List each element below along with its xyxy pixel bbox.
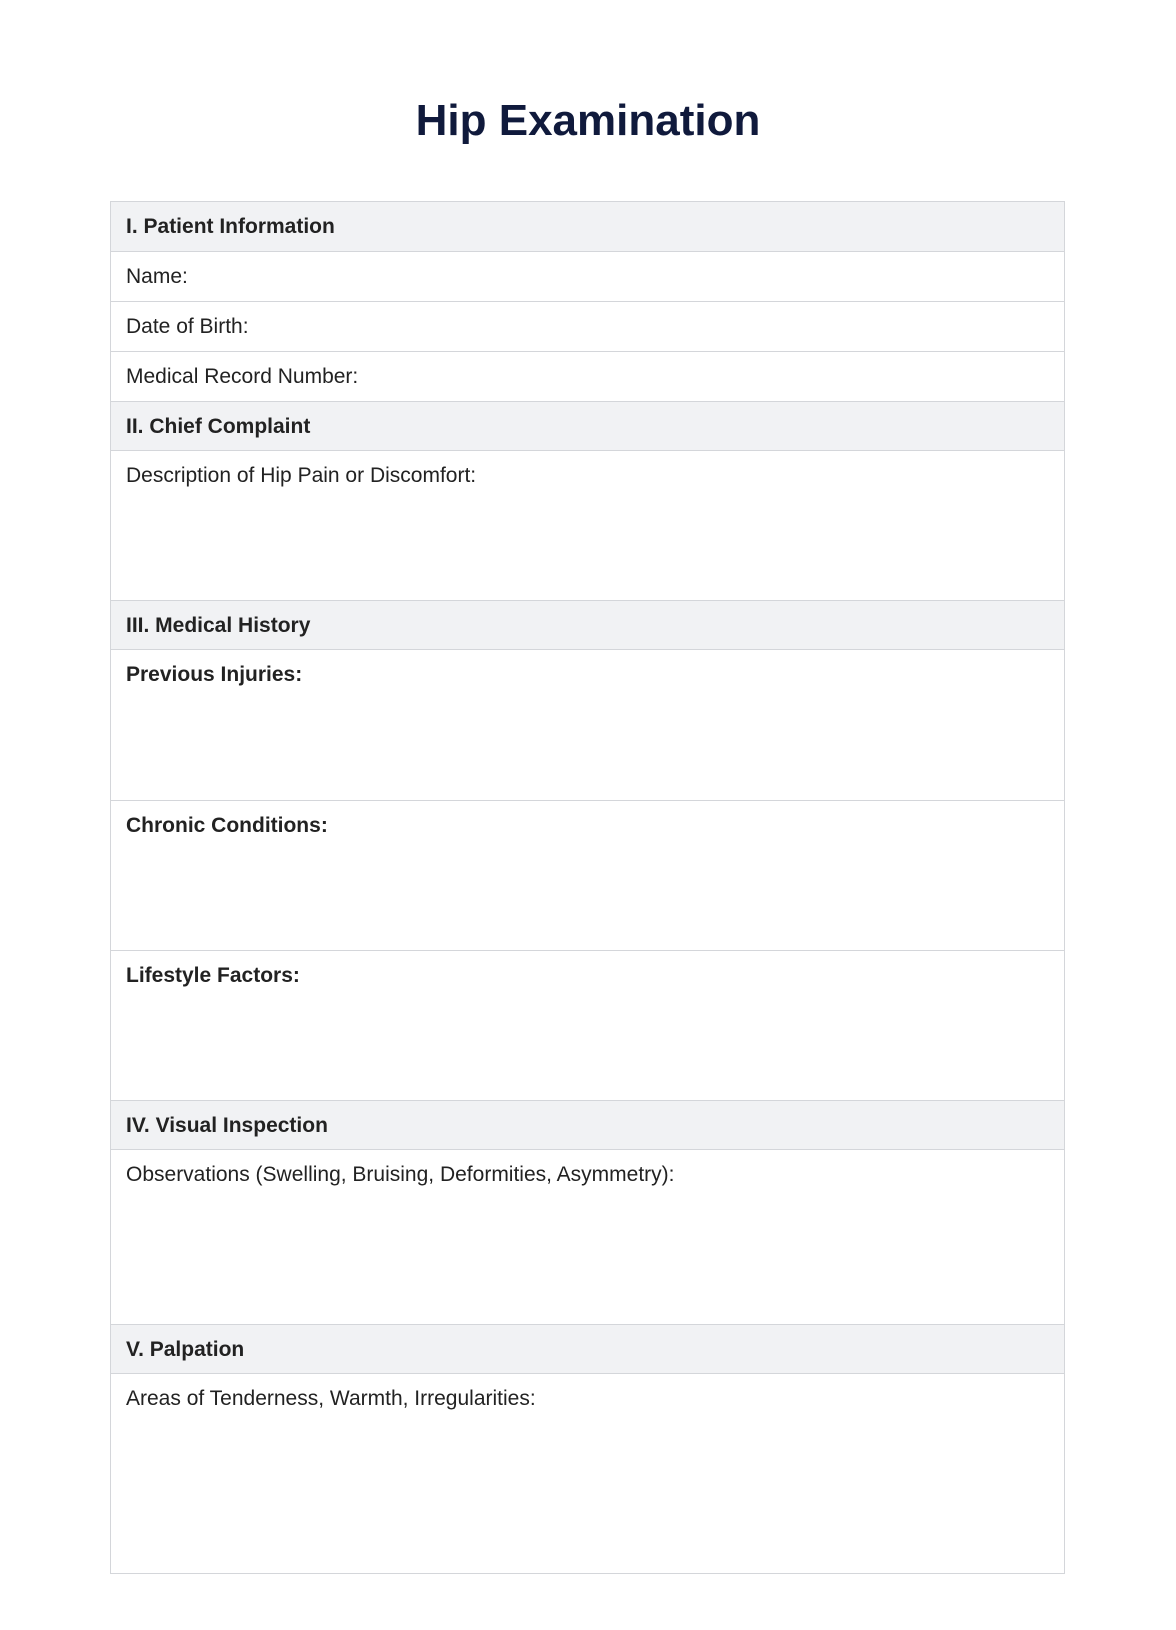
section-header-palpation: V. Palpation <box>111 1324 1064 1373</box>
section-header-patient-information: I. Patient Information <box>111 202 1064 251</box>
section-header-visual-inspection: IV. Visual Inspection <box>111 1100 1064 1149</box>
palpation-areas-field[interactable]: Areas of Tenderness, Warmth, Irregularities: <box>111 1373 1064 1573</box>
hip-pain-description-field[interactable]: Description of Hip Pain or Discomfort: <box>111 450 1064 600</box>
section-header-medical-history: III. Medical History <box>111 600 1064 649</box>
lifestyle-factors-field[interactable]: Lifestyle Factors: <box>111 950 1064 1100</box>
medical-record-number-field[interactable]: Medical Record Number: <box>111 351 1064 401</box>
chronic-conditions-field[interactable]: Chronic Conditions: <box>111 800 1064 950</box>
hip-exam-form <box>110 201 1065 1574</box>
name-field[interactable]: Name: <box>111 251 1064 301</box>
section-header-chief-complaint: II. Chief Complaint <box>111 401 1064 450</box>
page-title: Hip Examination <box>415 96 761 145</box>
observations-field[interactable]: Observations (Swelling, Bruising, Deformities, Asymmetry): <box>111 1149 1064 1324</box>
previous-injuries-field[interactable]: Previous Injuries: <box>111 649 1064 800</box>
date-of-birth-field[interactable]: Date of Birth: <box>111 301 1064 351</box>
